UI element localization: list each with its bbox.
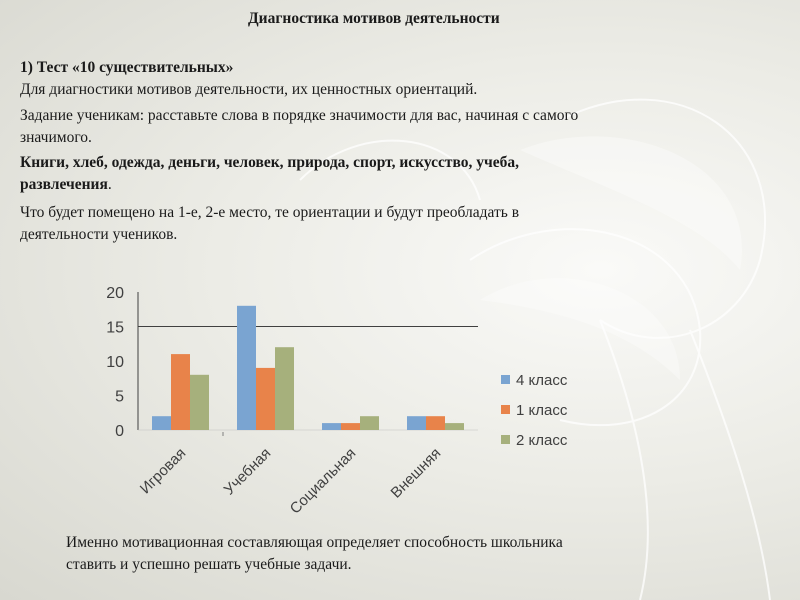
bar [322,423,341,430]
bar [275,347,294,430]
words-line-2: развлечения [20,175,108,193]
y-tick-label: 0 [115,423,124,440]
task-line-1: Задание ученикам: расставьте слова в порядке значимости для вас, начиная с самого [20,107,579,124]
bar [171,354,190,430]
bar [256,368,275,430]
y-tick-label: 5 [115,388,124,406]
bar [152,416,171,430]
legend-label: 1 класс [516,402,568,419]
result-line-2: деятельности учеников. [20,225,178,243]
result-line-1: Что будет помещено на 1-е, 2-е место, те ориентации и будут преобладать в [20,204,520,221]
paragraph-result [20,202,760,245]
paragraph-words [20,152,760,195]
x-tick-label: Игровая [136,444,190,498]
conclusion-line-2: ставить и успешно решать учебные задачи. [66,555,352,573]
conclusion-line-1: Именно мотивационная составляющая определяет способность школьника [66,534,563,551]
legend-label: 2 класс [516,432,568,449]
bar [341,423,360,430]
x-tick-label: Социальная [286,444,360,518]
paragraph-conclusion [66,532,800,575]
paragraph-purpose: Для диагностики мотивов деятельности, их ценностных ориентаций. [20,81,478,98]
bar [237,306,256,430]
x-tick-label: Учебная [220,444,275,499]
words-period: . [107,175,112,193]
bar [426,416,445,430]
legend-label: 4 класс [516,372,568,389]
bar [360,416,379,430]
bar [445,423,464,430]
legend-swatch [501,375,510,384]
words-line-1: Книги, хлеб, одежда, деньги, человек, природа, спорт, искусство, учеба, [20,154,520,171]
bar [190,375,209,430]
x-tick-label: Внешняя [387,444,445,502]
legend-swatch [501,435,510,444]
bar [407,416,426,430]
motives-bar-chart [90,278,610,528]
task-line-2: значимого. [20,128,92,146]
section-heading: 1) Тест «10 существительных» [20,59,234,76]
y-tick-label: 15 [106,319,124,337]
y-tick-label: 10 [106,354,124,371]
paragraph-task [20,105,760,148]
legend-swatch [501,405,510,414]
slide-title: Диагностика мотивов деятельности [248,10,500,27]
y-tick-label: 20 [106,285,124,302]
